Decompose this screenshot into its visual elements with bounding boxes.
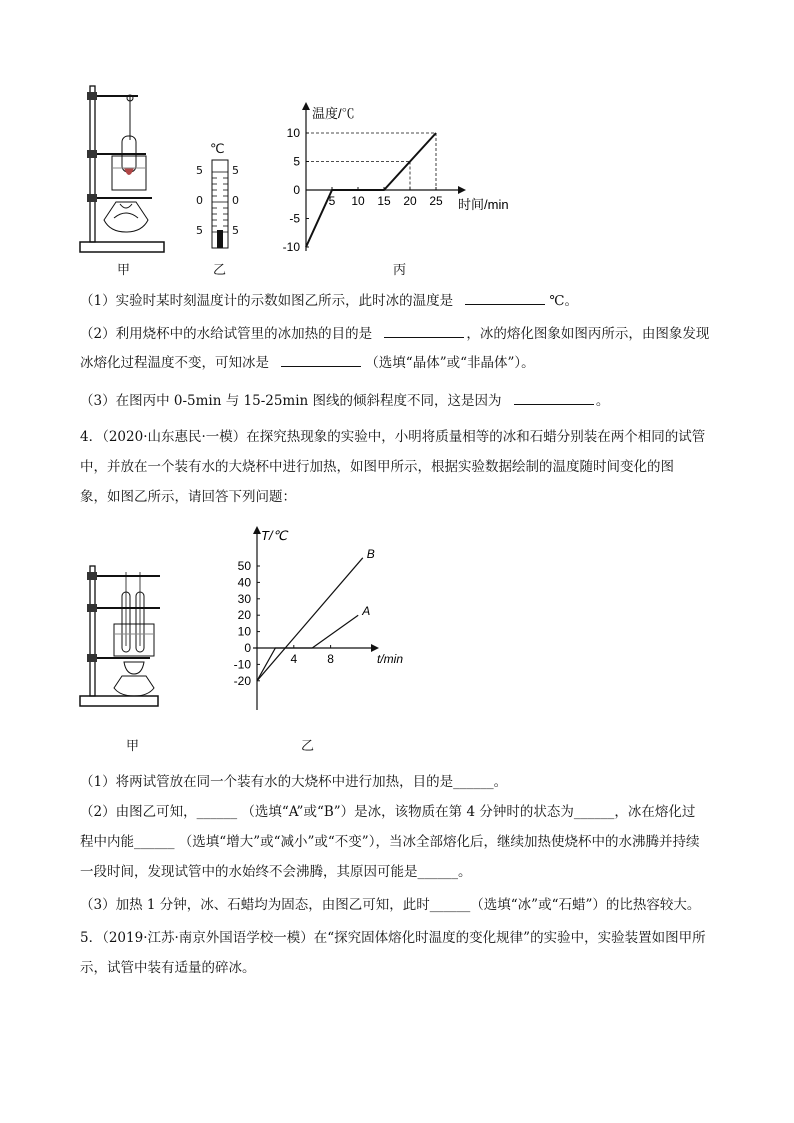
figure-caption-yi-2: 乙: [301, 739, 315, 754]
q4-part2-line1: （2）由图乙可知，______ （选填“A”或“B”）是冰，该物质在第 4 分钟时的状态为______，冰在熔化过: [80, 804, 696, 820]
thermo-left-tick-1: 0: [196, 194, 203, 207]
figure-caption-jia-1: 甲: [117, 263, 131, 278]
melting-temperature-chart: [270, 98, 550, 258]
x-axis-label: t/min: [377, 652, 404, 666]
x-tick-label: 4: [290, 652, 298, 666]
x-tick-label: 10: [351, 194, 365, 208]
y-tick-label: -10: [233, 657, 251, 672]
q3-part2-text-c: 冰熔化过程温度不变，可知冰是: [80, 355, 269, 371]
x-axis-label: 时间/min: [458, 197, 509, 212]
ice-wax-temperature-chart: [225, 520, 425, 718]
y-tick-label: 40: [237, 575, 251, 590]
q5-line2: 示，试管中装有适量的碎冰。: [80, 960, 256, 976]
y-tick-label: 10: [237, 624, 251, 639]
q3-part3-text: （3）在图丙中 0-5min 与 15-25min 图线的倾斜程度不同，这是因为: [80, 393, 502, 409]
y-tick-label: -10: [282, 240, 300, 254]
q3-part2-text-a: （2）利用烧杯中的水给试管里的冰加热的目的是: [80, 326, 373, 342]
q3-part2-text-b: ，冰的熔化图象如图丙所示，由图象发现: [466, 326, 710, 342]
answer-blank[interactable]: [514, 390, 594, 405]
thermo-left-tick-2: 5: [196, 224, 203, 237]
q3-part3-end: 。: [595, 393, 610, 409]
q4-part1: （1）将两试管放在同一个装有水的大烧杯中进行加热，目的是______。: [80, 774, 508, 790]
y-tick-label: 0: [293, 183, 300, 197]
y-tick-label: 0: [244, 641, 251, 655]
y-tick-label: 20: [237, 608, 251, 623]
answer-blank[interactable]: [465, 290, 545, 305]
q3-part2-line1: [80, 323, 709, 344]
q4-part2-line2: 程中内能______ （选填“增大”或“减小”或“不变”），当冰全部熔化后，继续加热使烧杯中的水沸腾并持续: [80, 834, 700, 850]
q4-part3: （3）加热 1 分钟，冰、石蜡均为固态，由图乙可知，此时______（选填“冰”或“石蜡”）的比热容较大。: [80, 897, 701, 913]
q4-intro-line2: 中，并放在一个装有水的大烧杯中进行加热，如图甲所示，根据实验数据绘制的温度随时间变化的图: [80, 459, 674, 475]
thermo-right-tick-0: 5: [232, 164, 239, 177]
y-tick-label: 30: [237, 591, 251, 606]
x-tick-label: 5: [328, 194, 336, 208]
x-axis-arrow: [458, 186, 466, 194]
figure-caption-yi-1: 乙: [213, 263, 227, 278]
answer-blank[interactable]: [384, 323, 464, 338]
thermo-right-tick-1: 0: [232, 194, 239, 207]
figure-caption-bing: 丙: [393, 263, 407, 278]
thermo-right-tick-2: 5: [232, 224, 239, 237]
y-axis-label: 温度/℃: [312, 106, 355, 121]
x-tick-label: 8: [327, 652, 334, 666]
q4-intro-line3: 象，如图乙所示，请回答下列问题：: [80, 489, 296, 505]
series-label-B: B: [366, 546, 375, 561]
x-tick-label: 15: [377, 194, 391, 208]
y-tick-label: 10: [286, 126, 300, 140]
answer-blank[interactable]: [281, 352, 361, 367]
q5-line1: 5．（2019·江苏·南京外国语学校一模）在“探究固体熔化时温度的变化规律”的实验中，实验装置如图甲所: [80, 930, 706, 946]
apparatus-figure-1: [76, 82, 168, 258]
q4-part2-line3: 一段时间，发现试管中的水始终不会沸腾，其原因可能是______。: [80, 864, 472, 880]
x-axis-arrow: [371, 644, 379, 652]
y-tick-label: -5: [289, 211, 300, 226]
q3-part2-text-d: （选填“晶体”或“非晶体”）。: [365, 355, 535, 371]
q3-part1-unit: ℃。: [549, 293, 578, 309]
q3-part1: [80, 290, 578, 311]
y-axis-arrow: [302, 102, 310, 110]
q3-part3: [80, 390, 609, 411]
thermometer-unit: ℃: [210, 142, 225, 157]
y-axis-arrow: [253, 526, 261, 534]
figure-caption-jia-2: 甲: [126, 739, 140, 754]
q4-intro-line1: 4．（2020·山东惠民·一模）在探究热现象的实验中，小明将质量相等的冰和石蜡分别装在两个相同的试管: [80, 429, 706, 445]
q3-part2-line2: [80, 352, 535, 373]
series-label-A: A: [362, 604, 371, 619]
thermo-left-tick-0: 5: [196, 164, 203, 177]
series-line-B: [257, 558, 363, 681]
apparatus-figure-2: [78, 562, 162, 710]
y-tick-label: 50: [237, 559, 251, 573]
x-tick-label: 20: [403, 194, 417, 208]
q3-part1-text: （1）实验时某时刻温度计的示数如图乙所示，此时冰的温度是: [80, 293, 454, 309]
x-tick-label: 25: [429, 194, 443, 208]
y-axis-label: T/℃: [261, 528, 288, 543]
y-tick-label: -20: [233, 673, 251, 688]
y-tick-label: 5: [293, 154, 300, 169]
